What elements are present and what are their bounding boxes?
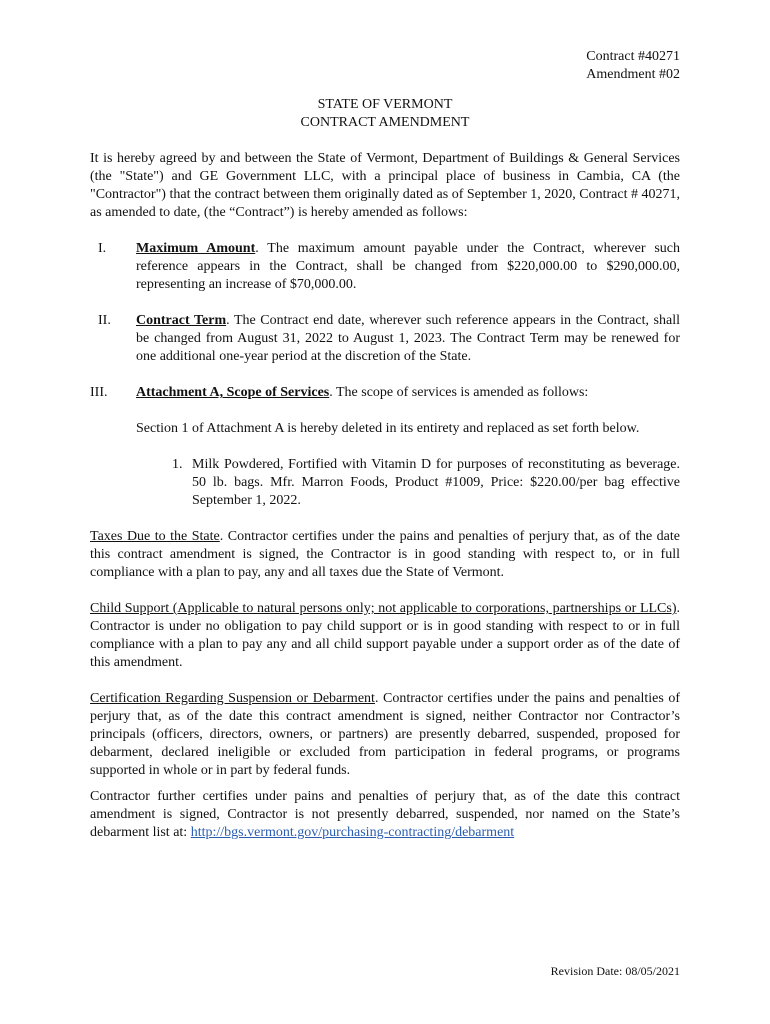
child-support-text: . Contractor is under no obligation to pay child support or is in good standing with respect to or in full compliance with a plan to pay any and all child support payable under a support order as of the date of this amendment.	[90, 601, 680, 670]
section-maximum-amount	[90, 240, 680, 294]
section-sub-paragraph: Section 1 of Attachment A is hereby deleted in its entirety and replaced as set forth below.	[136, 421, 640, 436]
section-heading: Maximum Amount	[136, 241, 256, 256]
contract-number: Contract #40271	[586, 49, 680, 64]
section-text: . The scope of services is amended as follows:	[329, 385, 589, 400]
section-contract-term	[90, 312, 680, 366]
section-text: . The Contract end date, wherever such reference appears in the Contract, shall be changed from August 31, 2022 to August 1, 2023. The Contract Term may be renewed for one additional one-year period at the discretion of the State.	[136, 313, 680, 364]
document-title	[90, 96, 680, 132]
intro-paragraph: It is hereby agreed by and between the State of Vermont, Department of Buildings & General Services (the "State") and GE Government LLC, with a principal place of business in Cambia, CA (the "Contractor") that the contract between them originally dated as of September 1, 2020, Contract # 40271, as amended to date, (the “Contract”) is hereby amended as follows:	[90, 151, 680, 220]
taxes-text: . Contractor certifies under the pains and penalties of perjury that, as of the date this contract amendment is signed, the Contractor is in good standing with respect to, or in full compliance with a plan to pay, any and all taxes due the State of Vermont.	[90, 529, 680, 580]
list-item-number: 1.	[172, 457, 183, 472]
taxes-heading: Taxes Due to the State	[90, 529, 220, 544]
section-number: III.	[90, 385, 108, 400]
list-item	[90, 456, 680, 510]
section-scope-of-services	[90, 384, 680, 438]
section-body	[136, 384, 680, 402]
revision-date: Revision Date: 08/05/2021	[550, 964, 680, 978]
title-amendment: CONTRACT AMENDMENT	[300, 115, 470, 130]
child-support-heading: Child Support (Applicable to natural persons only; not applicable to corporations, partnerships or LLCs)	[90, 601, 677, 616]
section-number: II.	[98, 313, 111, 328]
section-body	[136, 312, 680, 366]
taxes-clause	[90, 528, 680, 582]
debarment-heading: Certification Regarding Suspension or Debarment	[90, 691, 375, 706]
section-heading: Attachment A, Scope of Services	[136, 385, 330, 400]
section-number: I.	[98, 241, 107, 256]
debarment-clause	[90, 690, 680, 780]
title-state: STATE OF VERMONT	[317, 97, 453, 112]
section-text: . The maximum amount payable under the Contract, wherever such reference appears in the Contract, shall be changed from $220,000.00 to $290,000.00, representing an increase of $70,000.00.	[136, 241, 680, 292]
debarment-text: . Contractor certifies under the pains and penalties of perjury that, as of the date this contract amendment is signed, neither Contractor nor Contractor’s principals (officers, directors, owners, or partners) are presently debarred, suspended, proposed for debarment, declared ineligible or excluded from participation in federal programs, or programs supported in whole or in part by federal funds.	[90, 691, 680, 778]
document-page	[90, 48, 680, 842]
amendment-number: Amendment #02	[586, 67, 680, 82]
list-item-text: Milk Powdered, Fortified with Vitamin D for purposes of reconstituting as beverage. 50 lb. bags. Mfr. Marron Foods, Product #1009, Price: $220.00/per bag effective September 1, 2022.	[192, 457, 680, 508]
debarment-list-link[interactable]: http://bgs.vermont.gov/purchasing-contracting/debarment	[190, 825, 515, 840]
section-body	[136, 240, 680, 294]
section-heading: Contract Term	[136, 313, 227, 328]
further-certification	[90, 788, 680, 842]
child-support-clause	[90, 600, 680, 672]
further-text: Contractor further certifies under pains and penalties of perjury that, as of the date this contract amendment is signed, Contractor is not presently debarred, suspended, nor named on the State’s debarment list at:	[90, 789, 680, 840]
